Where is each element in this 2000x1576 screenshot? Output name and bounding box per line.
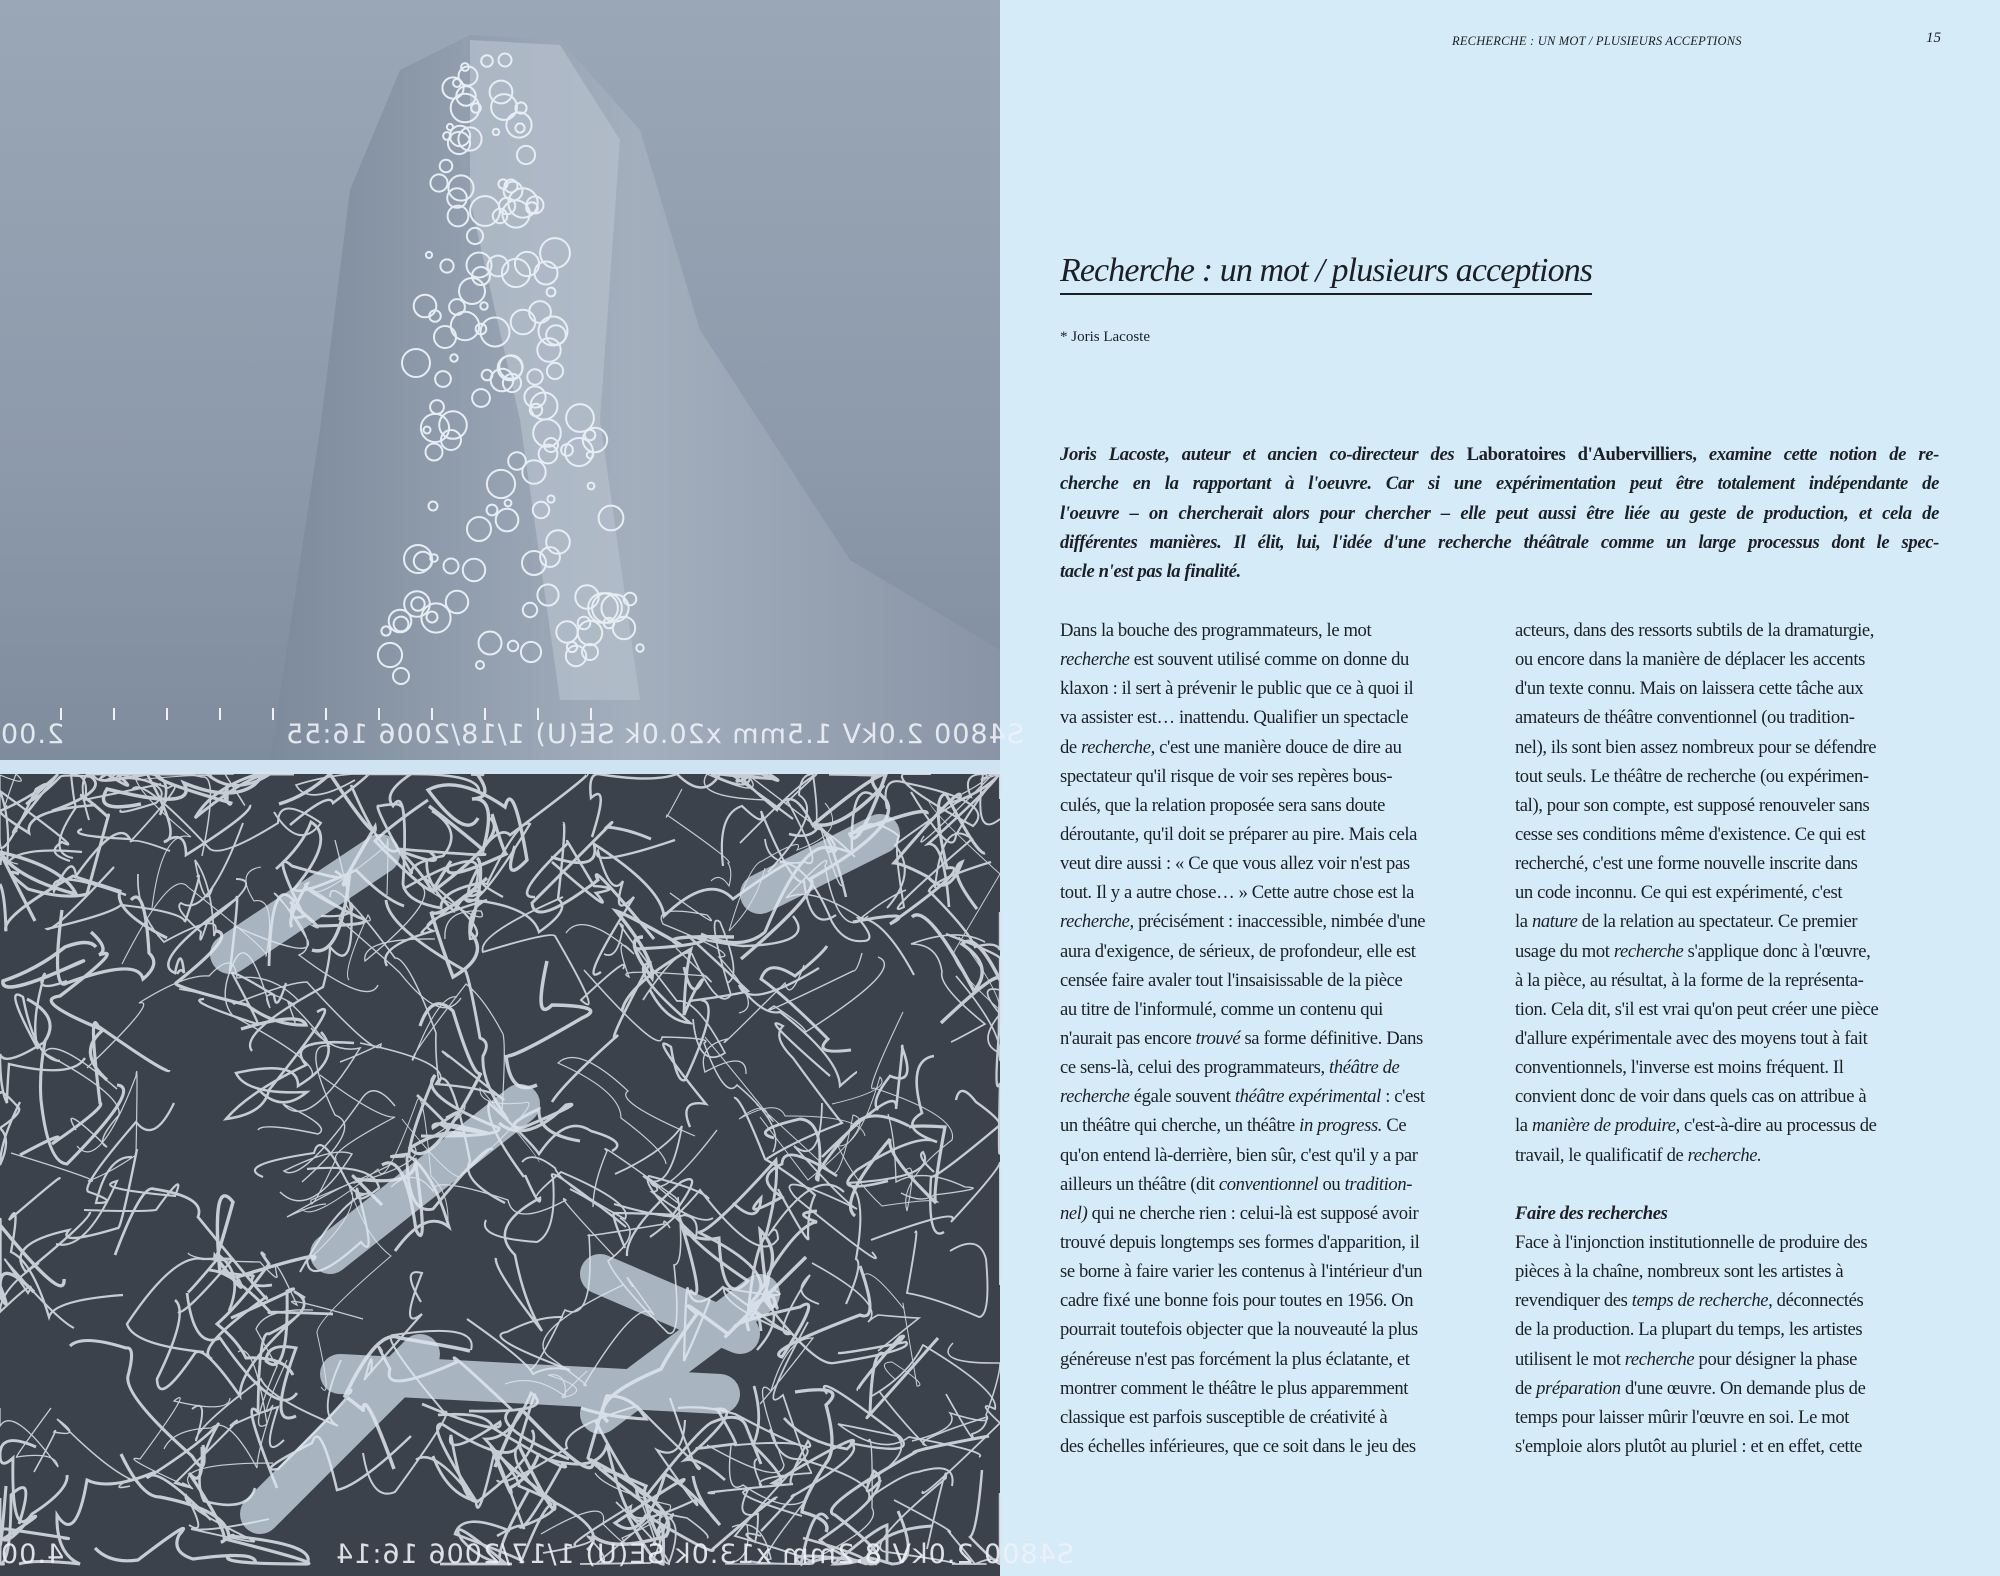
text-line <box>1060 674 1490 703</box>
text-line <box>1060 616 1490 645</box>
text-line <box>1060 1315 1490 1344</box>
text-span: tal), pour son compte, est supposé renouveler sans <box>1515 794 1870 816</box>
text-span: recherche <box>1624 1348 1695 1370</box>
fiber <box>53 829 130 895</box>
text-span: différentes manières. Il élit, lui, l'idée d'une recherche théâtrale comme un large processus dont le spec- <box>1060 531 1939 553</box>
text-span: veut dire aussi : « Ce que vous allez voir n'est pas <box>1060 853 1410 875</box>
text-span: acteurs, dans des ressorts subtils de la dramaturgie, <box>1515 620 1875 641</box>
text-line <box>1060 703 1490 732</box>
text-span: tion. Cela dit, s'il est vrai qu'on peut créer une pièce <box>1515 998 1879 1020</box>
text-line <box>1060 1053 1490 1082</box>
bacterium-rod <box>600 1274 740 1334</box>
text-line <box>1060 499 1939 528</box>
text-line <box>1515 1024 1945 1053</box>
text-span: trouvé depuis longtemps ses formes d'apparition, il <box>1060 1231 1420 1253</box>
text-span: trouvé <box>1195 1027 1241 1049</box>
text-span: recherché, c'est une forme nouvelle inscrite dans <box>1515 853 1858 875</box>
text-span: Ce <box>1382 1115 1407 1137</box>
text-span: ce sens-là, celui des programmateurs, <box>1060 1057 1330 1079</box>
fiber <box>386 900 508 1120</box>
text-line <box>1060 820 1490 849</box>
text-span: généreuse n'est pas forcément la plus éclatante, et <box>1060 1348 1410 1370</box>
text-span: théâtre expérimental <box>1234 1086 1381 1108</box>
running-head: RECHERCHE : UN MOT / PLUSIEURS ACCEPTIONS <box>1452 34 1742 48</box>
text-span: Laboratoires d'Aubervilliers, <box>1466 444 1697 465</box>
body-column-2 <box>1515 616 1945 1461</box>
text-span: examine cette notion de re- <box>1696 444 1939 465</box>
text-span: recherche <box>1060 649 1130 671</box>
text-span: recherche, <box>1060 911 1134 933</box>
text-line <box>1515 645 1945 674</box>
text-line <box>1515 1315 1945 1344</box>
text-span: pourrait toutefois objecter que la nouveauté la plus <box>1060 1319 1418 1341</box>
fiber <box>87 1103 174 1203</box>
text-line <box>1060 791 1490 820</box>
text-span: qu'on entend là-derrière, bien sûr, c'est qu'il y a par <box>1060 1144 1418 1166</box>
article-author: * Joris Lacoste <box>1060 329 1150 345</box>
text-span: théâtre de <box>1329 1057 1400 1079</box>
text-span: usage du mot <box>1515 940 1614 962</box>
text-span: tradition- <box>1344 1173 1413 1195</box>
fiber <box>907 1231 987 1317</box>
text-span: conventionnel <box>1218 1173 1319 1195</box>
text-span: temps pour laisser mûrir l'œuvre en soi. Le mot <box>1515 1406 1850 1428</box>
text-line <box>1515 791 1945 820</box>
text-line <box>1515 616 1945 645</box>
text-span: c'est-à-dire au processus de <box>1679 1115 1877 1137</box>
fiber <box>768 953 884 1033</box>
text-span: de <box>1060 736 1082 758</box>
text-span: un code inconnu. Ce qui est expérimenté, c'est <box>1515 882 1843 904</box>
micrograph-caption-top: S4800 2.0kV 1.5mm x20.0k SE(U) 1/18/2006 16:55 <box>285 719 1024 750</box>
text-line <box>1515 1403 1945 1432</box>
text-span: klaxon : il sert à prévenir le public que ce à quoi il <box>1060 678 1414 700</box>
text-line <box>1515 1053 1945 1082</box>
text-line <box>1060 1286 1490 1315</box>
text-line <box>1060 1141 1490 1170</box>
micrograph-spike-drawing <box>0 0 1000 760</box>
text-span: de la production. La plupart du temps, les artistes <box>1515 1319 1863 1341</box>
text-span: d'une œuvre. On demande plus de <box>1620 1377 1866 1399</box>
text-line <box>1060 733 1490 762</box>
text-line <box>1515 1111 1945 1140</box>
text-span: tacle n'est pas la finalité. <box>1060 561 1241 583</box>
text-span: Dans la bouche des programmateurs, le mot <box>1060 620 1372 641</box>
text-span: tout. Il y a autre chose… » Cette autre chose est la <box>1060 882 1415 904</box>
text-line <box>1060 1228 1490 1257</box>
text-line <box>1060 878 1490 907</box>
text-line <box>1515 1082 1945 1111</box>
text-span: déconnectés <box>1772 1290 1864 1312</box>
body-column-1 <box>1060 616 1490 1461</box>
micrograph-caption-bottom: S4800 2.0kV 8.2mm x13.0k SE(U) 1/17/2006 16:14 <box>335 1539 1074 1570</box>
page-number: 15 <box>1926 30 1941 46</box>
text-span: n'aurait pas encore <box>1060 1027 1196 1049</box>
text-line <box>1060 469 1939 498</box>
text-span: utilisent le mot <box>1515 1348 1625 1370</box>
text-span: sa forme définitive. Dans <box>1240 1027 1423 1049</box>
text-span: l'oeuvre – on chercherait alors pour chercher – elle peut aussi être liée au geste de production, et cela de <box>1060 502 1939 524</box>
section-heading: Faire des recherches <box>1515 1202 1668 1224</box>
text-span: Joris Lacoste, auteur et ancien co-directeur des <box>1060 444 1467 465</box>
text-line <box>1060 907 1490 936</box>
scale-tick <box>166 708 168 720</box>
text-line <box>1060 1345 1490 1374</box>
text-line <box>1515 674 1945 703</box>
text-line <box>1515 878 1945 907</box>
micrograph-fibers-drawing <box>0 774 1000 1576</box>
text-line <box>1515 966 1945 995</box>
text-line <box>1060 966 1490 995</box>
fiber <box>739 968 857 1086</box>
fiber <box>666 789 730 886</box>
text-line <box>1060 1170 1490 1199</box>
text-line <box>1060 1199 1490 1228</box>
text-line <box>1515 937 1945 966</box>
text-span: aura d'exigence, de sérieux, de profondeur, elle est <box>1060 940 1416 962</box>
text-line <box>1060 1082 1490 1111</box>
text-span: in progress. <box>1299 1115 1383 1137</box>
micrograph-scale-top: 2.00 <box>0 719 65 750</box>
text-span: cherche en la rapportant à l'oeuvre. Car si une expérimentation peut être totalement indépendante de <box>1060 473 1939 495</box>
fiber <box>59 774 161 858</box>
text-line <box>1060 937 1490 966</box>
fiber <box>0 774 21 864</box>
text-line <box>1515 1199 1945 1228</box>
text-span: cesse ses conditions même d'existence. Ce qui est <box>1515 823 1866 845</box>
text-line <box>1060 849 1490 878</box>
text-span: amateurs de théâtre conventionnel (ou tradition- <box>1515 707 1855 729</box>
fiber <box>0 1408 58 1467</box>
bacterium-rod <box>340 1374 720 1394</box>
text-span: recherche <box>1613 940 1684 962</box>
fiber <box>209 1270 333 1314</box>
text-span: ou <box>1318 1173 1345 1195</box>
text-span: s'emploie alors plutôt au pluriel : et en effet, cette <box>1515 1435 1863 1457</box>
text-span: recherche <box>1060 1086 1130 1108</box>
text-line <box>1060 528 1939 557</box>
text-line <box>1515 995 1945 1024</box>
scale-tick <box>219 708 221 720</box>
fiber <box>330 891 441 1083</box>
text-line <box>1515 762 1945 791</box>
text-span: égale souvent <box>1129 1086 1235 1108</box>
text-line <box>1515 703 1945 732</box>
text-line <box>1060 557 1939 586</box>
text-span: nel) <box>1060 1202 1088 1224</box>
text-span: qui ne cherche rien : celui-là est supposé avoir <box>1087 1202 1419 1224</box>
article-intro <box>1060 440 1939 586</box>
fiber <box>552 963 690 1102</box>
text-line <box>1060 762 1490 791</box>
fiber <box>0 791 82 864</box>
text-line <box>1515 1432 1945 1461</box>
article-title: Recherche : un mot / plusieurs acceptions <box>1060 252 1592 295</box>
fiber <box>0 1092 20 1165</box>
text-span: cadre fixé une bonne fois pour toutes en 1956. On <box>1060 1290 1414 1312</box>
text-line <box>1060 645 1490 674</box>
text-span: revendiquer des <box>1515 1290 1632 1312</box>
text-span: d'allure expérimentale avec des moyens tout à fait <box>1515 1027 1868 1049</box>
text-span: de la relation au spectateur. Ce premier <box>1577 911 1858 933</box>
text-span: recherche. <box>1687 1144 1762 1166</box>
text-line <box>1060 1432 1490 1461</box>
text-span: spectateur qu'il risque de voir ses repères bous- <box>1060 765 1393 787</box>
text-span: censée faire avaler tout l'insaisissable de la pièce <box>1060 969 1403 991</box>
text-span: ailleurs un théâtre (dit <box>1060 1173 1219 1195</box>
text-line <box>1060 1257 1490 1286</box>
text-line <box>1515 820 1945 849</box>
text-span: travail, le qualificatif de <box>1515 1144 1688 1166</box>
text-line <box>1060 995 1490 1024</box>
text-span: s'applique donc à l'œuvre, <box>1683 940 1871 962</box>
text-line <box>1060 1374 1490 1403</box>
scale-tick <box>272 708 274 720</box>
text-span: nel), ils sont bien assez nombreux pour se défendre <box>1515 736 1877 758</box>
text-line <box>1515 1374 1945 1403</box>
text-span: la <box>1515 911 1532 933</box>
text-span: : c'est <box>1380 1086 1425 1108</box>
text-span: classique est parfois susceptible de créativité à <box>1060 1406 1388 1428</box>
text-span: au titre de l'informulé, comme un contenu qui <box>1060 998 1383 1020</box>
fiber <box>822 1046 907 1157</box>
text-span: des échelles inférieures, que ce soit dans le jeu des <box>1060 1435 1416 1457</box>
text-line <box>1515 1286 1945 1315</box>
text-span: la <box>1515 1115 1532 1137</box>
text-line <box>1515 1228 1945 1257</box>
text-line <box>1060 1024 1490 1053</box>
text-span: conventionnels, l'inverse est moins fréquent. Il <box>1515 1057 1844 1079</box>
text-span: manière de produire, <box>1531 1115 1680 1137</box>
electron-micrograph-top <box>0 0 1024 760</box>
text-span: un théâtre qui cherche, un théâtre <box>1060 1115 1300 1137</box>
text-line <box>1060 440 1939 469</box>
text-line <box>1060 1403 1490 1432</box>
text-line <box>1515 1170 1945 1199</box>
text-line <box>1060 1111 1490 1140</box>
text-span: ou encore dans la manière de déplacer les accents <box>1515 649 1865 671</box>
text-span: convient donc de voir dans quels cas on attribue à <box>1515 1086 1867 1108</box>
text-span: tout seuls. Le théâtre de recherche (ou expérimen- <box>1515 765 1869 787</box>
text-span: va assister est… inattendu. Qualifier un spectacle <box>1060 707 1409 729</box>
fiber <box>685 1409 736 1480</box>
fiber <box>51 932 107 1080</box>
text-span: nature <box>1531 911 1578 933</box>
text-span: montrer comment le théâtre le plus apparemment <box>1060 1377 1409 1399</box>
text-span: est souvent utilisé comme on donne du <box>1129 649 1409 671</box>
text-line <box>1515 907 1945 936</box>
fiber <box>846 1152 934 1304</box>
text-span: culés, que la relation proposée sera sans doute <box>1060 794 1385 816</box>
text-line <box>1515 849 1945 878</box>
micrograph-scale-bottom: 4.00 <box>0 1539 65 1570</box>
text-span: déroutante, qu'il doit se préparer au pire. Mais cela <box>1060 823 1418 845</box>
text-span: pour désigner la phase <box>1694 1348 1857 1370</box>
text-line <box>1515 1141 1945 1170</box>
scale-tick <box>113 708 115 720</box>
text-span: pièces à la chaîne, nombreux sont les artistes à <box>1515 1261 1844 1283</box>
text-span: à la pièce, au résultat, à la forme de la représenta- <box>1515 969 1864 991</box>
fiber <box>506 961 591 1088</box>
fiber <box>522 1157 626 1219</box>
text-span: préparation <box>1536 1377 1621 1399</box>
text-line <box>1515 1345 1945 1374</box>
text-span: se borne à faire varier les contenus à l'intérieur d'un <box>1060 1261 1423 1283</box>
text-span: recherche, <box>1081 736 1155 758</box>
text-span: Face à l'injonction institutionnelle de produire des <box>1515 1231 1868 1253</box>
text-span: d'un texte connu. Mais on laissera cette tâche aux <box>1515 678 1864 700</box>
fiber <box>912 915 1000 1023</box>
text-line <box>1515 1257 1945 1286</box>
fiber <box>0 774 96 833</box>
text-span: temps de recherche, <box>1631 1290 1773 1312</box>
text-span: de <box>1515 1377 1537 1399</box>
text-span: précisément : inaccessible, nimbée d'une <box>1133 911 1426 933</box>
text-line <box>1515 733 1945 762</box>
fiber <box>930 1091 1000 1234</box>
fiber <box>753 1386 854 1483</box>
text-span: c'est une manière douce de dire au <box>1154 736 1402 758</box>
